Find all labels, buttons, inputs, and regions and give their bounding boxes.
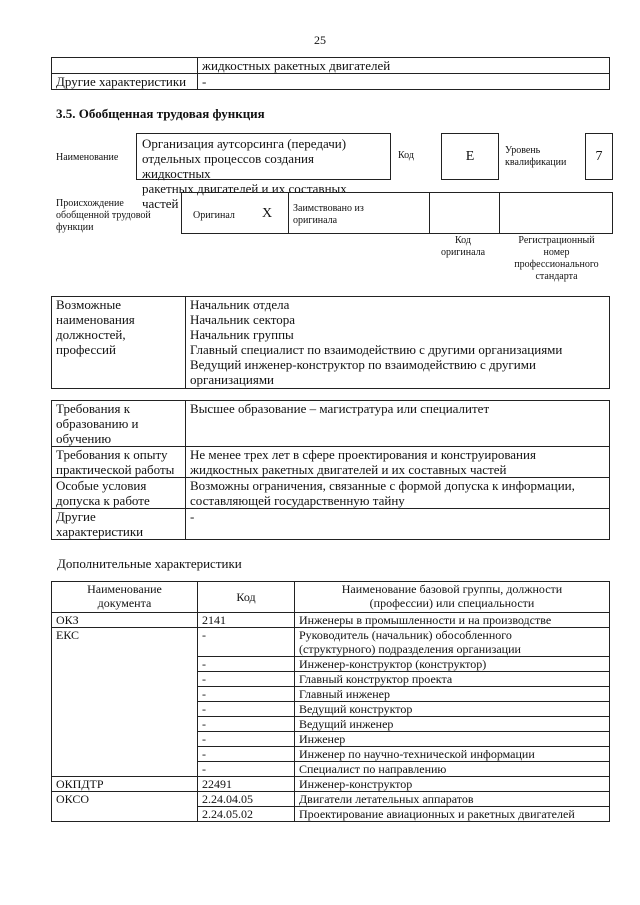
top-continuation-table	[51, 57, 610, 90]
positions-label: Возможные наименования должностей, профессий	[52, 297, 186, 389]
original-mark: X	[262, 206, 273, 221]
code-original-caption: Код оригинала	[440, 235, 486, 258]
origin-label: Происхождение обобщенной трудовой функции	[56, 198, 151, 233]
requirement-label: Другие характеристики	[52, 509, 186, 540]
requirement-label: Особые условия допуска к работе	[52, 478, 186, 509]
requirement-value: Возможны ограничения, связанные с формой допуска к информации, составляющей государственную тайну	[186, 478, 610, 509]
requirement-label: Требования к опыту практической работы	[52, 447, 186, 478]
top-row2-label: Другие характеристики	[52, 74, 198, 90]
divider	[429, 192, 430, 234]
table-row: ЕКС - Руководитель (начальник) обособленного (структурного) подразделения организации	[52, 628, 610, 657]
top-row2-value: -	[198, 74, 610, 90]
divider	[288, 192, 289, 234]
level-label: Уровень квалификации	[505, 145, 567, 168]
original-label: Оригинал	[193, 210, 235, 221]
header-code: Код	[198, 582, 295, 613]
requirement-value: Высшее образование – магистратура или специалитет	[186, 401, 610, 447]
table-row: - Специалист по направлению	[52, 762, 610, 777]
name-label: Наименование	[56, 152, 119, 163]
table-row: - Главный конструктор проекта	[52, 672, 610, 687]
registration-caption: Регистрационный номер профессионального стандарта	[514, 235, 599, 282]
additional-table	[51, 581, 610, 822]
table-row: ОКЗ 2141 Инженеры в промышленности и на производстве	[52, 613, 610, 628]
table-row: ОКПДТР 22491 Инженер-конструктор	[52, 777, 610, 792]
header-name: Наименование базовой группы, должности (профессии) или специальности	[295, 582, 610, 613]
top-row1-value: жидкостных ракетных двигателей	[198, 58, 610, 74]
requirements-table	[51, 400, 610, 540]
table-row: - Инженер	[52, 732, 610, 747]
table-row: - Инженер-конструктор (конструктор)	[52, 657, 610, 672]
table-row: ОКСО 2.24.04.05 Двигатели летательных аппаратов	[52, 792, 610, 807]
positions-values: Начальник отдела Начальник сектора Начальник группы Главный специалист по взаимодействию с другими организациями Ведущий инженер-конструктор по взаимодействию с другими организациями	[186, 297, 610, 389]
table-row: 2.24.05.02 Проектирование авиационных и ракетных двигателей	[52, 807, 610, 822]
requirement-value: Не менее трех лет в сфере проектирования и конструирования жидкостных ракетных двигателей и их составных частей	[186, 447, 610, 478]
positions-table	[51, 296, 610, 389]
table-row: - Инженер по научно-технической информации	[52, 747, 610, 762]
code-label: Код	[398, 150, 414, 161]
origin-row	[181, 192, 613, 234]
header-doc: Наименование документа	[52, 582, 198, 613]
section-title: 3.5. Обобщенная трудовая функция	[56, 106, 265, 121]
table-row: - Ведущий инженер	[52, 717, 610, 732]
code-value: E	[441, 133, 499, 180]
borrowed-label: Заимствовано из оригинала	[293, 203, 364, 226]
page-number: 25	[314, 33, 326, 47]
table-row: - Ведущий конструктор	[52, 702, 610, 717]
requirement-label: Требования к образованию и обучению	[52, 401, 186, 447]
additional-title: Дополнительные характеристики	[57, 556, 242, 571]
function-name-box: Организация аутсорсинга (передачи) отдельных процессов создания жидкостных ракетных двигателей и их составных частей	[136, 133, 391, 180]
level-value: 7	[585, 133, 613, 180]
divider	[499, 192, 500, 234]
table-row: - Главный инженер	[52, 687, 610, 702]
requirement-value: -	[186, 509, 610, 540]
